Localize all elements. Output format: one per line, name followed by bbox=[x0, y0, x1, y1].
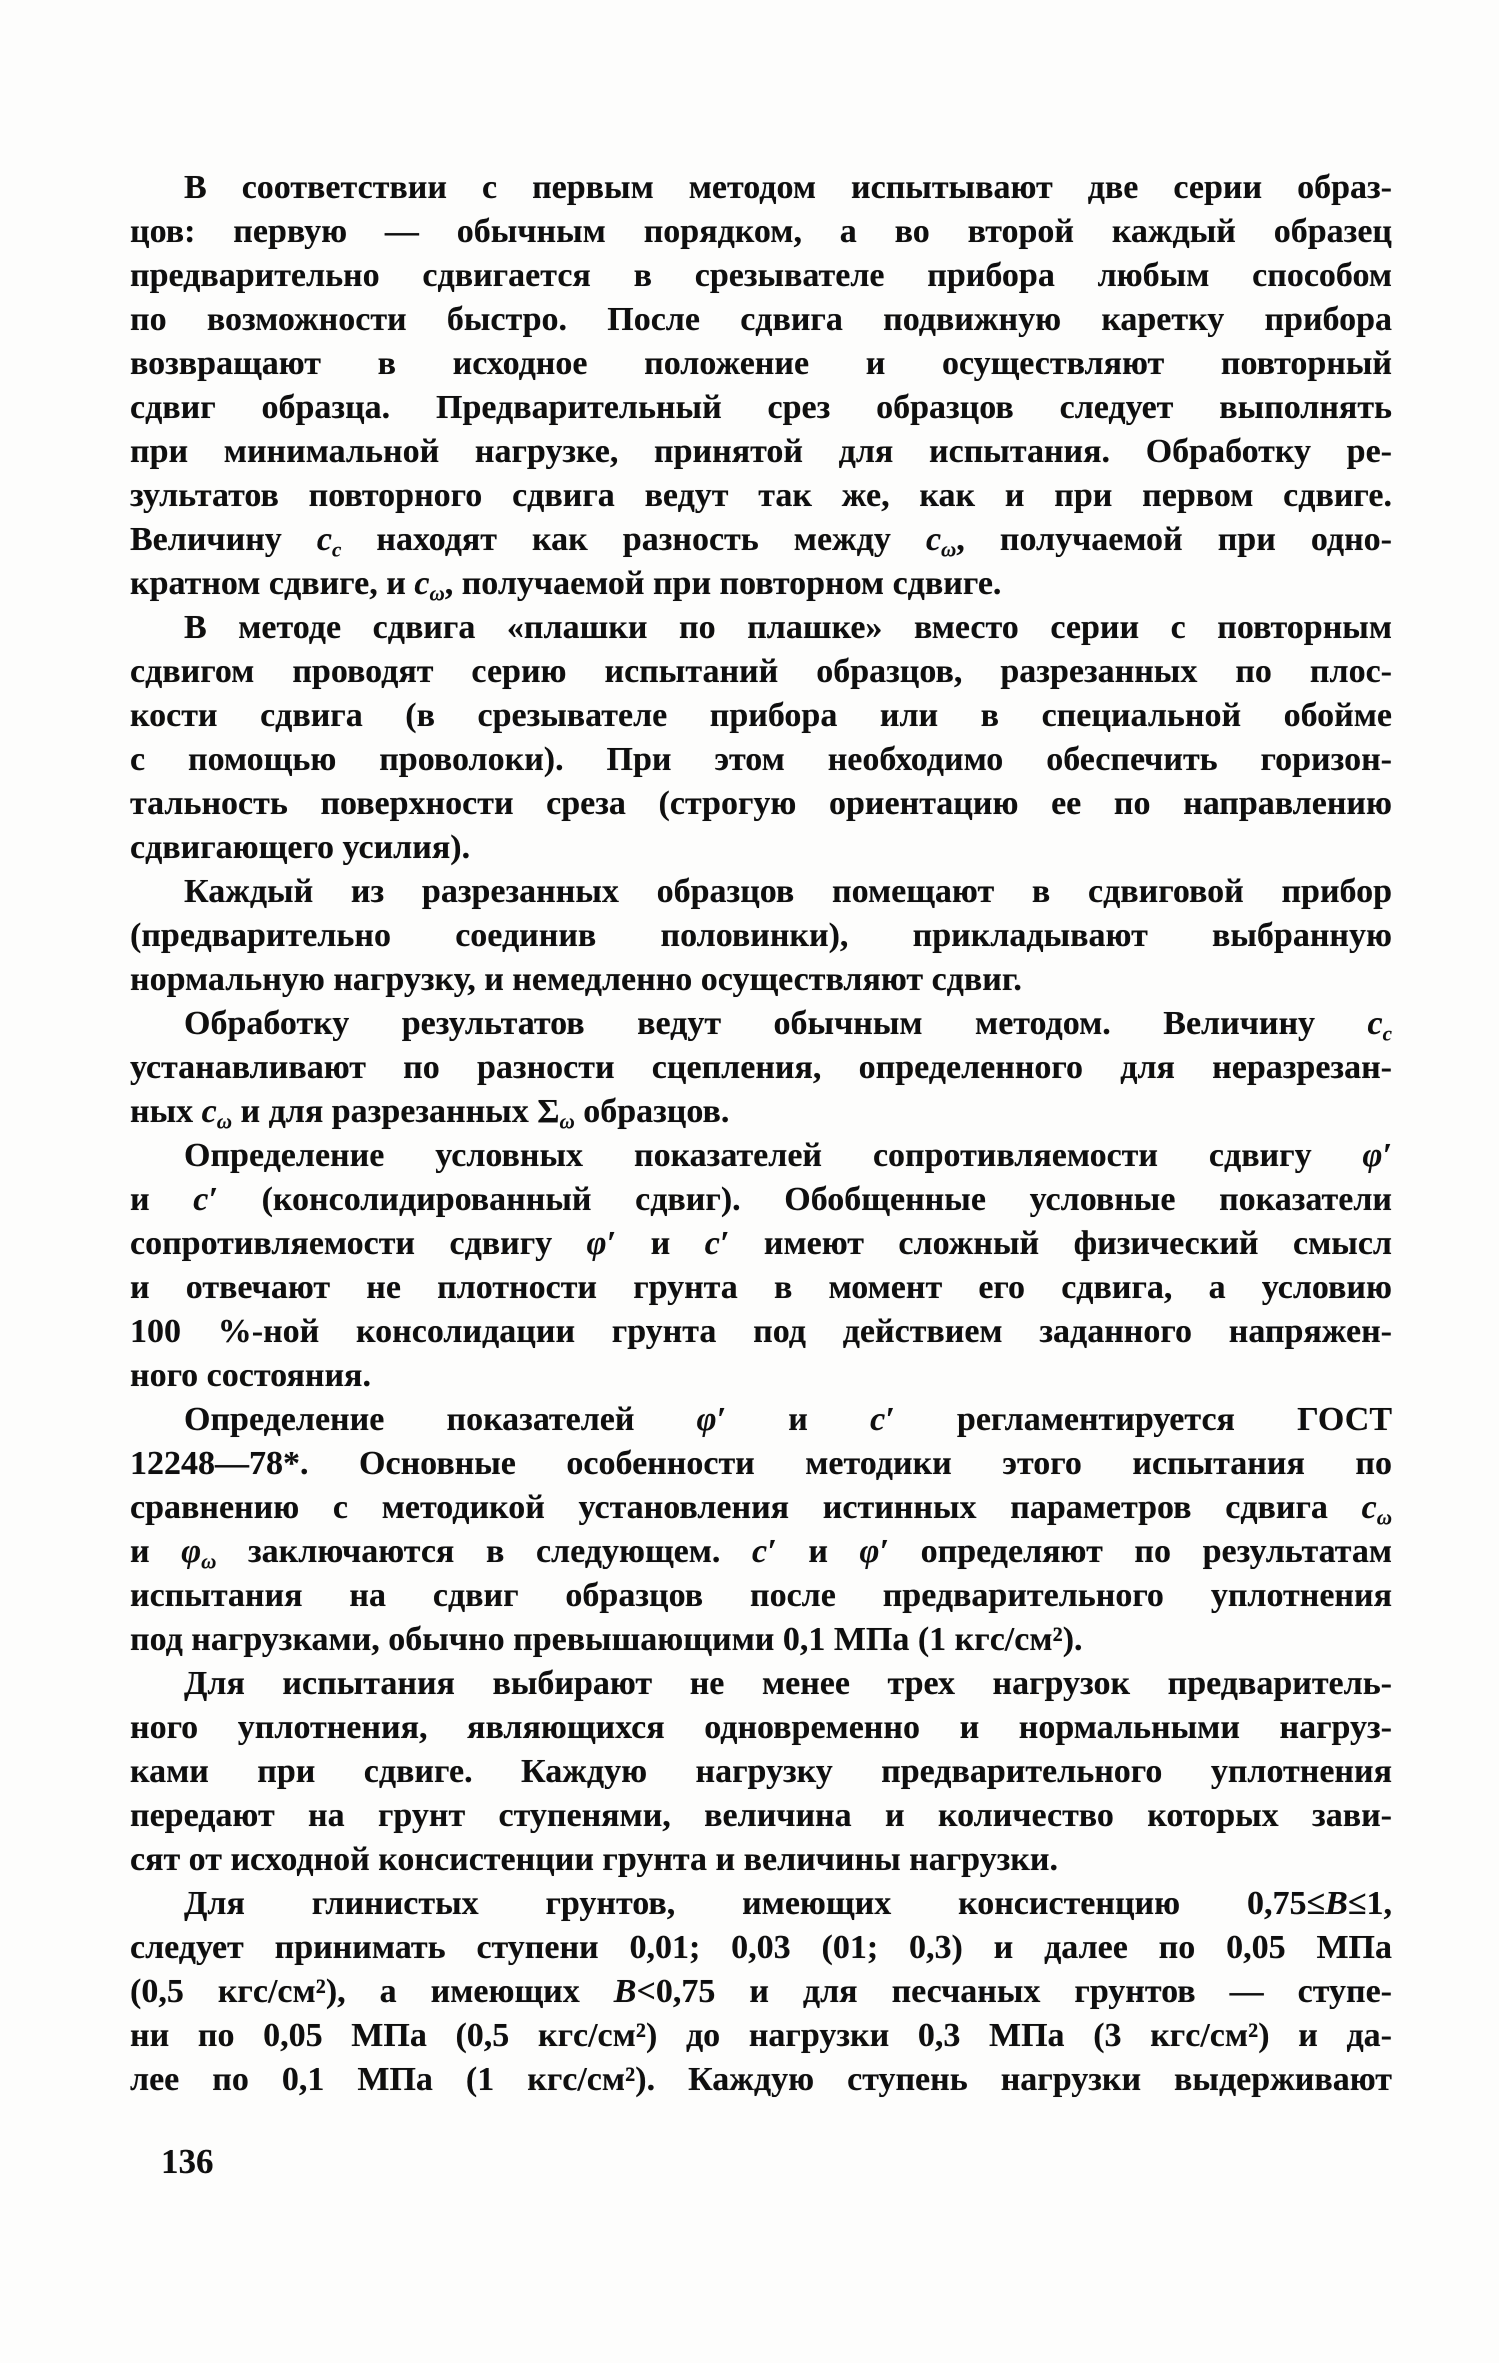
math-variable: c bbox=[414, 565, 430, 602]
text-line bbox=[130, 1706, 1392, 1750]
text-segment: под нагрузками, обычно превышающими 0,1 МПа (1 кгс/см²). bbox=[130, 1621, 1083, 1658]
text-line bbox=[130, 1970, 1392, 2014]
page-number: 136 bbox=[161, 2142, 214, 2181]
text-line bbox=[130, 254, 1392, 298]
text-line bbox=[130, 914, 1392, 958]
text-line bbox=[130, 298, 1392, 342]
text-segment: находят как разность между bbox=[341, 521, 926, 558]
text-line bbox=[130, 474, 1392, 518]
text-line bbox=[130, 1178, 1392, 1222]
text-segment: 12248—78*. Основные особенности методики этого испытания по bbox=[130, 1445, 1392, 1482]
text-line bbox=[130, 166, 1392, 210]
text-segment: и bbox=[130, 1533, 182, 1570]
paragraph bbox=[130, 166, 1392, 606]
math-variable: φ bbox=[181, 1533, 202, 1570]
math-variable: c bbox=[1367, 1005, 1383, 1042]
text-line bbox=[130, 1486, 1392, 1530]
text-segment: кости сдвига (в срезывателе прибора или в специальной обойме bbox=[130, 697, 1392, 734]
math-variable: c bbox=[1361, 1489, 1377, 1526]
text-line bbox=[130, 870, 1392, 914]
text-segment: (консолидированный сдвиг). Обобщенные условные показатели bbox=[217, 1181, 1392, 1218]
text-segment: с помощью проволоки). При этом необходимо обеспечить горизон- bbox=[130, 741, 1392, 778]
text-segment: Для испытания выбирают не менее трех нагрузок предваритель- bbox=[184, 1665, 1392, 1702]
text-line bbox=[130, 1662, 1392, 1706]
text-segment: (предварительно соединив половинки), прикладывают выбранную bbox=[130, 917, 1392, 954]
text-segment: , получаемой при одно- bbox=[956, 521, 1392, 558]
text-line bbox=[130, 386, 1392, 430]
text-line bbox=[130, 1882, 1392, 1926]
text-line bbox=[130, 826, 1392, 870]
paragraph bbox=[130, 1398, 1392, 1662]
text-line bbox=[130, 694, 1392, 738]
text-segment: устанавливают по разности сцепления, определенного для неразрезан- bbox=[130, 1049, 1392, 1086]
text-line bbox=[130, 650, 1392, 694]
text-line bbox=[130, 1266, 1392, 1310]
text-segment: образцов. bbox=[574, 1093, 730, 1130]
paragraph bbox=[130, 1134, 1392, 1398]
text-segment: Обработку результатов ведут обычным методом. Величину bbox=[184, 1005, 1368, 1042]
text-segment: сдвигом проводят серию испытаний образцов, разрезанных по плос- bbox=[130, 653, 1392, 690]
text-segment: предварительно сдвигается в срезывателе прибора любым способом bbox=[130, 257, 1392, 294]
text-segment: и bbox=[726, 1401, 871, 1438]
text-line bbox=[130, 2058, 1392, 2102]
text-segment: , получаемой при повторном сдвиге. bbox=[444, 565, 1002, 602]
text-segment: при минимальной нагрузке, принятой для испытания. Обработку ре- bbox=[130, 433, 1392, 470]
text-segment: <0,75 и для песчаных грунтов — ступе- bbox=[636, 1973, 1392, 2010]
text-segment: цов: первую — обычным порядком, а во второй каждый образец bbox=[130, 213, 1392, 250]
text-line bbox=[130, 1134, 1392, 1178]
text-segment: ного состояния. bbox=[130, 1357, 371, 1394]
text-line bbox=[130, 738, 1392, 782]
math-variable: c′ bbox=[870, 1401, 895, 1438]
math-variable: φ′ bbox=[696, 1401, 727, 1438]
math-variable: ω bbox=[559, 1109, 575, 1134]
text-line bbox=[130, 1046, 1392, 1090]
text-segment: ≤1, bbox=[1347, 1885, 1392, 1922]
math-variable: φ′ bbox=[859, 1533, 889, 1570]
text-line bbox=[130, 1750, 1392, 1794]
text-segment: имеют сложный физический смысл bbox=[729, 1225, 1392, 1262]
text-segment: и bbox=[130, 1181, 194, 1218]
text-line bbox=[130, 1442, 1392, 1486]
text-line bbox=[130, 1002, 1392, 1046]
text-line bbox=[130, 606, 1392, 650]
text-segment: зультатов повторного сдвига ведут так же, как и при первом сдвиге. bbox=[130, 477, 1392, 514]
text-segment: сравнению с методикой установления истинных параметров сдвига bbox=[130, 1489, 1362, 1526]
text-line bbox=[130, 518, 1392, 562]
math-variable: ω bbox=[216, 1109, 232, 1134]
math-variable: c bbox=[201, 1093, 217, 1130]
math-variable: c′ bbox=[193, 1181, 218, 1218]
text-line bbox=[130, 562, 1392, 606]
text-segment: (0,5 кгс/см²), а имеющих bbox=[130, 1973, 614, 2010]
text-line bbox=[130, 2014, 1392, 2058]
text-segment: лее по 0,1 МПа (1 кгс/см²). Каждую ступень нагрузки выдерживают bbox=[130, 2061, 1392, 2098]
text-line bbox=[130, 210, 1392, 254]
math-variable: ω bbox=[201, 1549, 217, 1574]
text-line bbox=[130, 1838, 1392, 1882]
math-variable: B bbox=[613, 1973, 637, 2010]
text-segment: ни по 0,05 МПа (0,5 кгс/см²) до нагрузки 0,3 МПа (3 кгс/см²) и да- bbox=[130, 2017, 1392, 2054]
paragraph bbox=[130, 1662, 1392, 1882]
paragraph bbox=[130, 1882, 1392, 2102]
math-variable: c bbox=[925, 521, 942, 558]
text-line bbox=[130, 342, 1392, 386]
text-line bbox=[130, 782, 1392, 826]
text-segment: В методе сдвига «плашки по плашке» вместо серии с повторным bbox=[184, 609, 1392, 646]
text-line bbox=[130, 1618, 1392, 1662]
text-segment: заключаются в следующем. bbox=[216, 1533, 753, 1570]
text-line bbox=[130, 1398, 1392, 1442]
text-segment: Определение условных показателей сопротивляемости сдвигу bbox=[184, 1137, 1363, 1174]
text-segment: следует принимать ступени 0,01; 0,03 (01; 0,3) и далее по 0,05 МПа bbox=[130, 1929, 1392, 1966]
text-segment: возвращают в исходное положение и осуществляют повторный bbox=[130, 345, 1392, 382]
text-segment: испытания на сдвиг образцов после предварительного уплотнения bbox=[130, 1577, 1392, 1614]
math-variable: c bbox=[1382, 1021, 1392, 1046]
text-line bbox=[130, 1794, 1392, 1838]
text-segment: сопротивляемости сдвигу bbox=[130, 1225, 587, 1262]
text-line bbox=[130, 1310, 1392, 1354]
math-variable: c′ bbox=[704, 1225, 730, 1262]
text-segment: Каждый из разрезанных образцов помещают в сдвиговой прибор bbox=[184, 873, 1392, 910]
text-segment: передают на грунт ступенями, величина и количество которых зави- bbox=[130, 1797, 1392, 1834]
math-variable: φ′ bbox=[586, 1225, 617, 1262]
math-variable: φ′ bbox=[1362, 1137, 1392, 1174]
text-segment: 100 %-ной консолидации грунта под действием заданного напряжен- bbox=[130, 1313, 1392, 1350]
text-line bbox=[130, 430, 1392, 474]
paragraph bbox=[130, 606, 1392, 870]
math-variable: c′ bbox=[752, 1533, 777, 1570]
math-variable: c bbox=[316, 521, 332, 558]
text-block bbox=[130, 166, 1392, 2102]
math-variable: c bbox=[331, 537, 342, 562]
text-segment: и отвечают не плотности грунта в момент его сдвига, а условию bbox=[130, 1269, 1392, 1306]
text-segment: по возможности быстро. После сдвига подвижную каретку прибора bbox=[130, 301, 1392, 338]
text-segment: ных bbox=[130, 1093, 202, 1130]
text-segment: кратном сдвиге, и bbox=[130, 565, 415, 602]
text-segment: Σ bbox=[537, 1093, 560, 1130]
text-segment: Определение показателей bbox=[184, 1401, 697, 1438]
text-segment: нормальную нагрузку, и немедленно осуществляют сдвиг. bbox=[130, 961, 1022, 998]
text-segment: ками при сдвиге. Каждую нагрузку предварительного уплотнения bbox=[130, 1753, 1392, 1790]
text-segment: и для разрезанных bbox=[231, 1093, 538, 1130]
text-line bbox=[130, 1222, 1392, 1266]
paragraph bbox=[130, 870, 1392, 1002]
paragraph bbox=[130, 1002, 1392, 1134]
math-variable: B bbox=[1325, 1885, 1348, 1922]
text-segment: тальность поверхности среза (строгую ориентацию ее по направлению bbox=[130, 785, 1392, 822]
text-line bbox=[130, 1574, 1392, 1618]
text-line bbox=[130, 958, 1392, 1002]
text-segment: и bbox=[776, 1533, 860, 1570]
text-segment: сят от исходной консистенции грунта и величины нагрузки. bbox=[130, 1841, 1058, 1878]
text-segment: регламентируется ГОСТ bbox=[894, 1401, 1392, 1438]
text-segment: сдвигающего усилия). bbox=[130, 829, 471, 866]
text-line bbox=[130, 1354, 1392, 1398]
text-line bbox=[130, 1926, 1392, 1970]
math-variable: ω bbox=[1376, 1505, 1392, 1530]
text-segment: сдвиг образца. Предварительный срез образцов следует выполнять bbox=[130, 389, 1392, 426]
text-segment: Для глинистых грунтов, имеющих консистенцию 0,75≤ bbox=[184, 1885, 1326, 1922]
text-segment: ного уплотнения, являющихся одновременно и нормальными нагруз- bbox=[130, 1709, 1392, 1746]
text-segment: В соответствии с первым методом испытывают две серии образ- bbox=[184, 169, 1392, 206]
text-segment: определяют по результатам bbox=[889, 1533, 1392, 1570]
math-variable: ω bbox=[429, 581, 445, 606]
text-segment: Величину bbox=[130, 521, 317, 558]
text-line bbox=[130, 1090, 1392, 1134]
text-line bbox=[130, 1530, 1392, 1574]
math-variable: ω bbox=[941, 537, 957, 562]
text-segment: и bbox=[616, 1225, 705, 1262]
